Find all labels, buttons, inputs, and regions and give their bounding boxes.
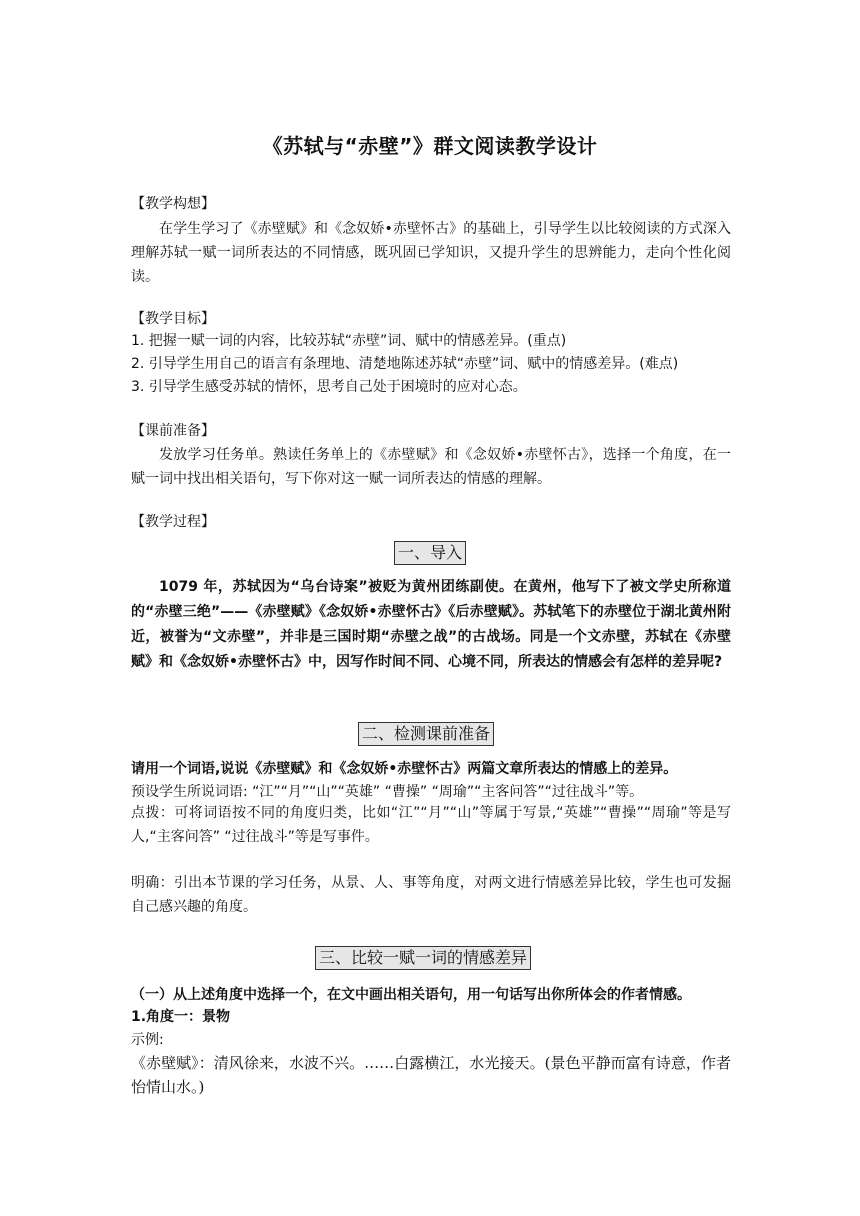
- section-2-hint: 点拨：可将词语按不同的角度归类，比如“江”“月”“山”等属于写景,“英雄”“曹操”“周瑜”等是写人,“主客问答” “过往战斗”等是写事件。: [131, 805, 731, 845]
- prep-heading: 【课前准备】: [131, 423, 215, 439]
- page-title: 《苏轼与“赤壁”》群文阅读教学设计: [262, 134, 598, 158]
- section-1-heading: 一、导入: [394, 541, 466, 565]
- goals-heading: 【教学目标】: [131, 311, 215, 327]
- section-3-heading: 三、比较一赋一词的情感差异: [315, 946, 531, 970]
- section-3-task: （一）从上述角度中选择一个，在文中画出相关语句，用一句话写出你所体会的作者情感。: [131, 987, 691, 1003]
- concept-body: 在学生学习了《赤壁赋》和《念奴娇•赤壁怀古》的基础上，引导学生以比较阅读的方式深入理解苏轼一赋一词所表达的不同情感，既巩固已学知识，又提升学生的思辨能力，走向个性化阅读。: [131, 221, 731, 285]
- process-heading: 【教学过程】: [131, 514, 215, 530]
- section-2-clarify: 明确：引出本节课的学习任务，从景、人、事等角度，对两文进行情感差异比较，学生也可发掘自己感兴趣的角度。: [131, 875, 731, 915]
- goal-item-2: 2. 引导学生用自己的语言有条理地、清楚地陈述苏轼“赤壁”词、赋中的情感差异。(难点): [131, 356, 679, 372]
- goal-item-3: 3. 引导学生感受苏轼的情怀，思考自己处于困境时的应对心态。: [131, 379, 527, 395]
- example-text: 《赤壁赋》：清风徐来，水波不兴。……白露横江，水光接天。(景色平静而富有诗意，作者怡情山水。): [131, 1054, 731, 1096]
- section-2-preset: 预设学生所说词语: “江”“月”“山”“英雄” “曹操” “周瑜”“主客问答”“过往战斗”等。: [131, 784, 644, 800]
- goal-item-1: 1. 把握一赋一词的内容，比较苏轼“赤壁”词、赋中的情感差异。(重点): [131, 333, 567, 349]
- example-label: 示例:: [131, 1032, 164, 1048]
- section-2-question: 请用一个词语,说说《赤壁赋》和《念奴娇•赤壁怀古》两篇文章所表达的情感上的差异。: [131, 761, 678, 777]
- section-3-angle: 1.角度一：景物: [131, 1009, 231, 1025]
- prep-body: 发放学习任务单。熟读任务单上的《赤壁赋》和《念奴娇•赤壁怀古》，选择一个角度，在一赋一词中找出相关语句，写下你对这一赋一词所表达的情感的理解。: [131, 447, 731, 487]
- concept-heading: 【教学构想】: [131, 196, 215, 212]
- section-1-body: 1079 年，苏轼因为“乌台诗案”被贬为黄州团练副使。在黄州，他写下了被文学史所称道的“赤壁三绝”——《赤壁赋》《念奴娇•赤壁怀古》《后赤壁赋》。苏轼笔下的赤壁位于湖北黄州附近，被誉为“文赤壁”，并非是三国时期“赤壁之战”的古战场。同是一个文赤壁，苏轼在《赤壁赋》和《念奴娇•赤壁怀古》中，因写作时间不同、心境不同，所表达的情感会有怎样的差异呢?: [131, 579, 731, 670]
- section-2-heading: 二、检测课前准备: [358, 722, 494, 746]
